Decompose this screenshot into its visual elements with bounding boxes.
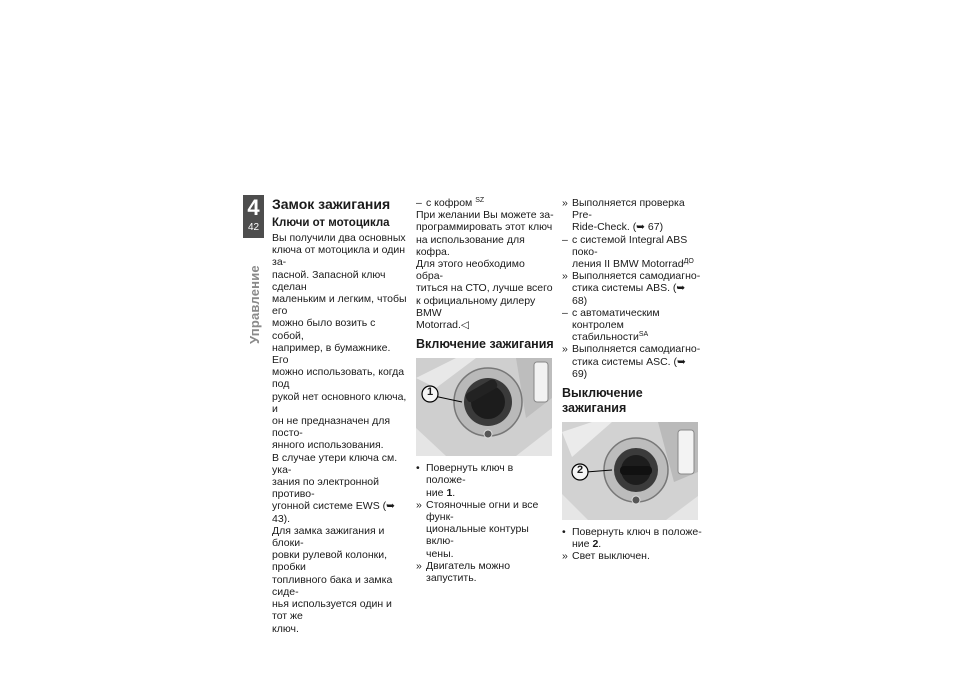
option-mark: SA (638, 331, 649, 339)
text-line: Для замка зажигания и блоки- (272, 524, 385, 550)
result-marker: » (562, 197, 568, 209)
text-line: программировать этот ключ (416, 221, 553, 234)
result-item (562, 197, 702, 234)
ignition-off-photo (562, 422, 698, 520)
text-line: ключ. (272, 622, 299, 635)
text-line: титься на СТО, лучше всего (416, 282, 553, 295)
option-mark: ДО (683, 258, 694, 266)
result-marker: » (562, 343, 568, 356)
result-item (562, 550, 702, 562)
dash-marker: – (416, 197, 422, 209)
position-label: 2 (576, 464, 584, 477)
text-line: нья используется один и тот же (272, 598, 392, 623)
text-line: ние (426, 486, 444, 499)
column-2 (416, 197, 554, 584)
bullet-marker: • (416, 462, 420, 475)
text-line: Стояночные огни и все функ- (426, 498, 539, 524)
column-3 (562, 197, 702, 563)
text-line: ключа от мотоцикла и один за- (272, 244, 406, 269)
text-line: ровки рулевой колонки, пробки (272, 549, 388, 574)
option-mark: SZ (475, 197, 485, 204)
text-line: Повернуть ключ в положе- (572, 526, 702, 539)
section-subtitle: Ключи от мотоцикла (272, 217, 390, 229)
text-line: можно использовать, когда под (272, 366, 405, 391)
text-line: янного использования. (272, 439, 384, 452)
text-line: топливного бака и замка сиде- (272, 573, 393, 598)
text-line: он не предназначен для посто- (272, 415, 391, 440)
text-line: Ride-Check. (➥ 67) (572, 221, 664, 234)
position-number: 1 (446, 486, 453, 499)
text-line: При желании Вы можете за- (416, 209, 554, 222)
text-line: с автоматическим контролем (572, 306, 660, 332)
text-line: можно было возить с собой, (272, 317, 376, 342)
condition-text: с кофром (426, 197, 473, 209)
ignition-on-photo (416, 358, 552, 456)
text-line: стабильности (572, 331, 639, 344)
text-line: Вы получили два основных (272, 232, 406, 244)
result-item (416, 560, 554, 584)
text-line: циональные контуры вклю- (426, 523, 529, 548)
bullet-item: • Повернуть ключ в положе- ние 2. (562, 526, 702, 551)
text-line: Выполняется проверка Pre- (572, 197, 685, 222)
result-marker: » (562, 550, 568, 563)
chapter-tab (243, 195, 264, 238)
text-line: пасной. Запасной ключ сделан (272, 268, 386, 293)
condition-item (562, 234, 702, 271)
text-line: Свет выключен. (572, 550, 650, 563)
text-line: зания по электронной противо- (272, 476, 379, 501)
text-line: В случае утери ключа см. ука- (272, 451, 398, 476)
position-number: 2 (592, 538, 599, 551)
result-item (416, 499, 554, 560)
text-line: рукой нет основного ключа, и (272, 390, 407, 415)
condition-item (562, 307, 702, 344)
text-line: к официальному дилеру BMW (416, 294, 536, 319)
ignition-lock-illustration (416, 358, 552, 456)
text-line: на использование для кофра. (416, 233, 525, 258)
result-marker: » (416, 498, 422, 511)
text-line: стика системы ASC. (➥ 69) (572, 355, 686, 380)
chapter-side-title: Управление (247, 265, 262, 344)
section-heading: Выключение зажигания (562, 386, 643, 416)
text-line: например, в бумажнике. Его (272, 341, 391, 367)
section-heading: Включение зажигания (416, 337, 554, 352)
text-line: чены. (426, 547, 454, 560)
text-line: стика системы ABS. (➥ 68) (572, 282, 686, 307)
bullet-item: • Повернуть ключ в положе- ние 1. (416, 462, 514, 499)
text-line: с системой Integral ABS поко- (572, 233, 688, 258)
chapter-number: 4 (247, 195, 260, 220)
bullet-marker: • (562, 526, 566, 539)
text-line: ления II BMW Motorrad (572, 258, 684, 271)
section-title: Замок зажигания (272, 196, 391, 212)
text-line: ние (572, 538, 590, 551)
column-1 (272, 196, 408, 635)
page-number: 42 (247, 222, 260, 233)
position-label: 1 (426, 386, 434, 399)
dash-marker: – (562, 233, 568, 246)
text-line: Повернуть ключ в положе- (426, 462, 514, 487)
result-item (562, 343, 702, 380)
text-line: Двигатель можно запустить. (426, 559, 511, 585)
text-line: Выполняется самодиагно- (572, 270, 701, 283)
text-line: маленьким и легким, чтобы его (272, 293, 407, 318)
text-line: Выполняется самодиагно- (572, 343, 701, 356)
dash-marker: – (562, 306, 568, 319)
result-marker: » (562, 270, 568, 283)
condition-item (416, 197, 554, 209)
text-line: угонной системе EWS (➥ 43). (272, 500, 395, 525)
result-item (562, 270, 702, 307)
result-marker: » (416, 559, 422, 572)
text-line: Для этого необходимо обра- (416, 258, 525, 283)
text-line: Motorrad.◁ (416, 319, 470, 332)
